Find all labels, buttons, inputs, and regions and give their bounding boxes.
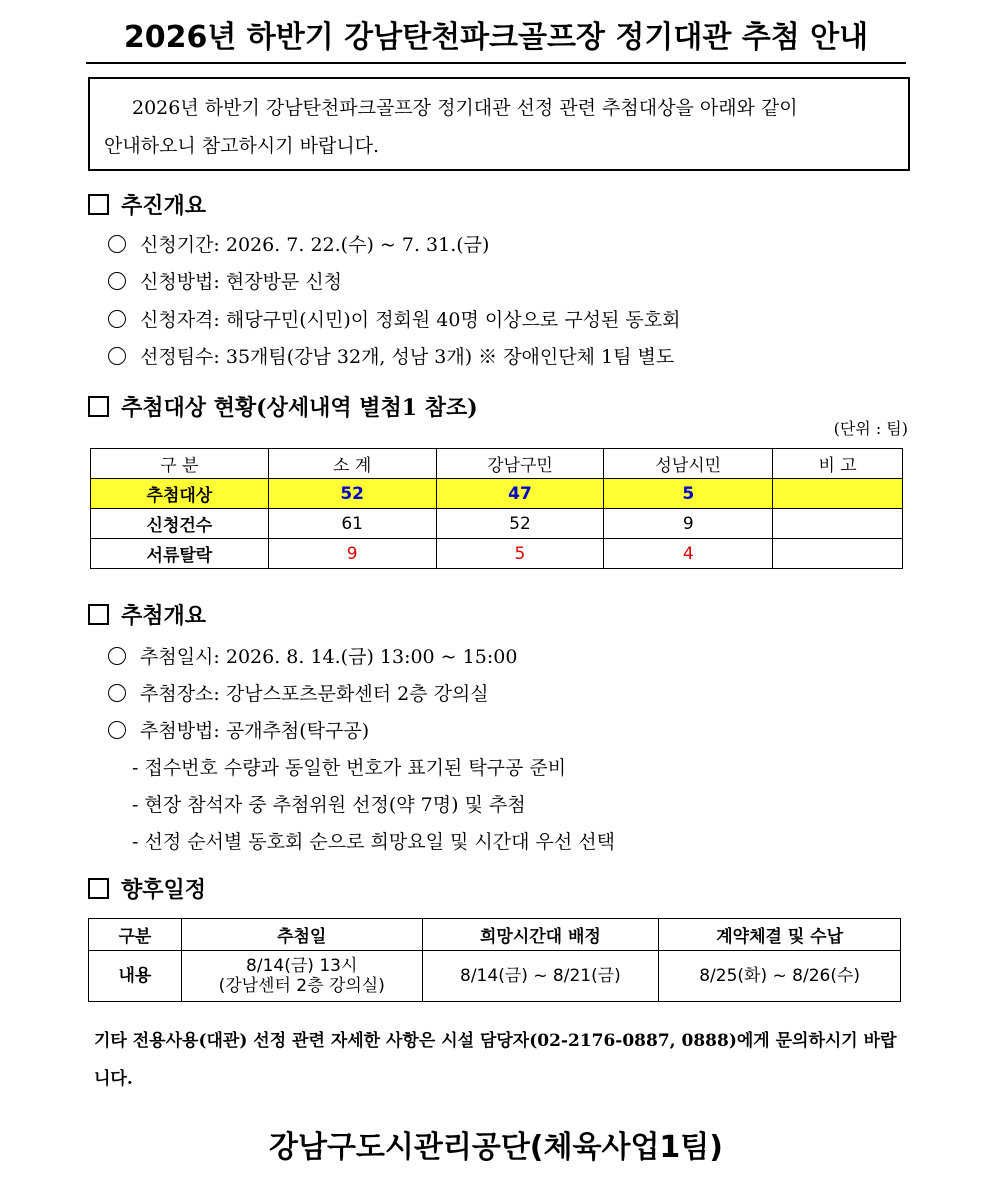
header-cell: 소 계	[268, 449, 436, 479]
draw-subitem: - 접수번호 수량과 동일한 번호가 표기된 탁구공 준비	[132, 757, 567, 779]
section-overview-title: 추진개요	[121, 193, 207, 219]
circle-bullet-icon	[108, 272, 126, 290]
circle-bullet-icon	[108, 647, 126, 665]
overview-item-text: 신청방법: 현장방문 신청	[140, 271, 343, 293]
header-cell: 비 고	[773, 449, 903, 479]
row-label: 내용	[89, 951, 182, 1002]
overview-item-text: 신청기간: 2026. 7. 22.(수) ~ 7. 31.(금)	[140, 234, 490, 256]
draw-item-place	[108, 679, 489, 709]
cell-value: 5	[604, 479, 773, 509]
cell-value: 5	[436, 539, 604, 569]
checkbox-square-icon	[88, 194, 109, 215]
header-cell: 구 분	[91, 449, 269, 479]
draw-item-datetime	[108, 642, 517, 672]
cell-contract: 8/25(화) ~ 8/26(수)	[659, 951, 901, 1002]
header-cell: 강남구민	[436, 449, 604, 479]
cell-value: 9	[604, 509, 773, 539]
section-overview-heading	[88, 190, 206, 222]
checkbox-square-icon	[88, 604, 109, 625]
draw-item-text: 추첨일시: 2026. 8. 14.(금) 13:00 ~ 15:00	[140, 646, 518, 668]
intro-line-1: 2026년 하반기 강남탄천파크골프장 정기대관 선정 관련 추첨대상을 아래와 같이	[132, 97, 798, 119]
section-status-heading	[88, 392, 478, 424]
status-table	[90, 448, 903, 569]
draw-subitem: - 선정 순서별 동호회 순으로 희망요일 및 시간대 우선 선택	[132, 831, 615, 853]
table-row	[91, 479, 903, 509]
draw-subitem: - 현장 참석자 중 추첨위원 선정(약 7명) 및 추첨	[132, 794, 526, 816]
overview-item-teams	[108, 342, 674, 372]
header-cell: 성남시민	[604, 449, 773, 479]
cell-slot: 8/14(금) ~ 8/21(금)	[422, 951, 659, 1002]
intro-box	[88, 77, 910, 171]
contact-note: 기타 전용사용(대관) 선정 관련 자세한 사항은 시설 담당자(02-2176-0887, 0888)에게 문의하시기 바랍니다.	[94, 1031, 897, 1089]
organization-footer: 강남구도시관리공단(체육사업1팀)	[268, 1130, 723, 1165]
row-label: 서류탈락	[91, 539, 269, 569]
table-header-row	[89, 919, 901, 951]
section-status-title: 추첨대상 현황(상세내역 별첨1 참조)	[121, 395, 478, 421]
overview-item-eligibility	[108, 305, 681, 335]
cell-value: 4	[604, 539, 773, 569]
cell-value: 61	[268, 509, 436, 539]
section-draw-heading	[88, 600, 206, 632]
header-cell: 추첨일	[181, 919, 422, 951]
row-label: 추첨대상	[91, 479, 269, 509]
cell-draw-date	[181, 951, 422, 1002]
intro-line-2: 안내하오니 참고하시기 바랍니다.	[104, 135, 380, 157]
header-cell: 희망시간대 배정	[422, 919, 659, 951]
checkbox-square-icon	[88, 878, 109, 899]
circle-bullet-icon	[108, 721, 126, 739]
header-cell: 계약체결 및 수납	[659, 919, 901, 951]
table-row	[91, 509, 903, 539]
section-schedule-heading	[88, 874, 206, 906]
page-title: 2026년 하반기 강남탄천파크골프장 정기대관 추첨 안내	[123, 20, 869, 55]
cell-value: 52	[436, 509, 604, 539]
circle-bullet-icon	[108, 235, 126, 253]
cell-remark	[773, 509, 903, 539]
row-label: 신청건수	[91, 509, 269, 539]
schedule-table	[88, 918, 901, 1002]
circle-bullet-icon	[108, 684, 126, 702]
cell-remark	[773, 479, 903, 509]
unit-label: (단위 : 팀)	[833, 419, 908, 438]
overview-item-text: 신청자격: 해당구민(시민)이 정회원 40명 이상으로 구성된 동호회	[140, 309, 681, 331]
title-underline	[86, 62, 906, 64]
section-schedule-title: 향후일정	[121, 877, 207, 903]
draw-date-line: 8/14(금) 13시	[246, 956, 358, 976]
overview-item-method	[108, 267, 342, 297]
checkbox-square-icon	[88, 396, 109, 417]
table-row	[91, 539, 903, 569]
overview-item-period	[108, 230, 489, 260]
cell-value: 47	[436, 479, 604, 509]
cell-value: 9	[268, 539, 436, 569]
circle-bullet-icon	[108, 310, 126, 328]
table-row	[89, 951, 901, 1002]
header-cell: 구분	[89, 919, 182, 951]
cell-remark	[773, 539, 903, 569]
overview-item-text: 선정팀수: 35개팀(강남 32개, 성남 3개) ※ 장애인단체 1팀 별도	[140, 346, 675, 368]
circle-bullet-icon	[108, 347, 126, 365]
table-header-row	[91, 449, 903, 479]
section-draw-title: 추첨개요	[121, 603, 207, 629]
draw-item-text: 추첨방법: 공개추첨(탁구공)	[140, 720, 370, 742]
cell-value: 52	[268, 479, 436, 509]
draw-place-line: (강남센터 2층 강의실)	[218, 976, 385, 996]
draw-item-method	[108, 716, 369, 746]
draw-item-text: 추첨장소: 강남스포츠문화센터 2층 강의실	[140, 683, 489, 705]
